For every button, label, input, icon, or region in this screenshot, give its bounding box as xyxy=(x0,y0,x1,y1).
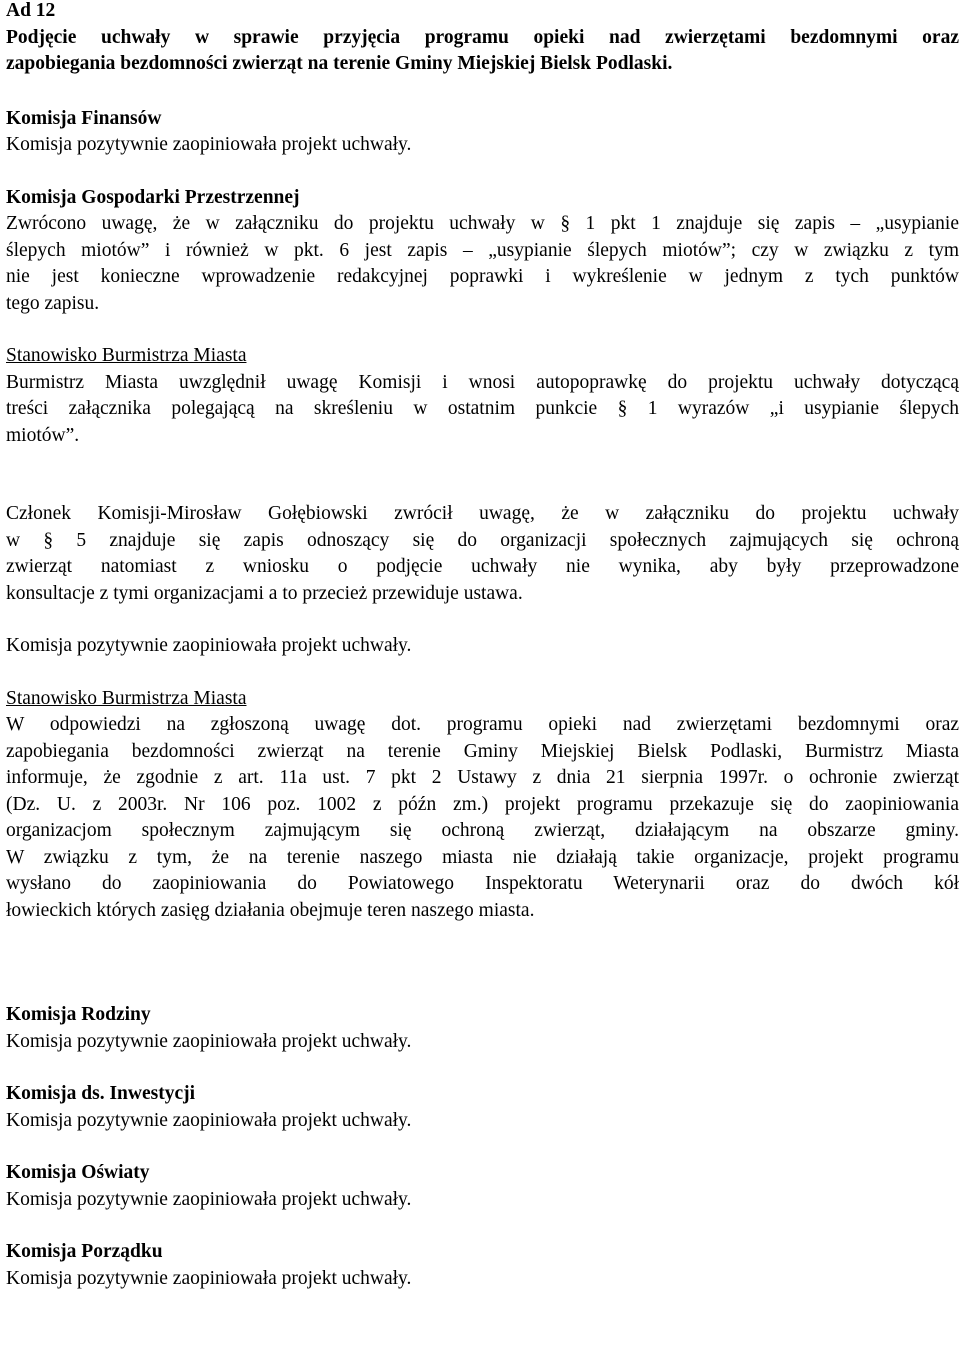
stanowisko-burmistrza-2-line-2: zapobiegania bezdomności zwierząt na terenie Gminy Miejskiej Bielsk Podlaski, Burmistrz Miasta xyxy=(6,740,959,762)
spacer xyxy=(6,159,959,185)
agenda-item-title-line-2: zapobiegania bezdomności zwierząt na terenie Gminy Miejskiej Bielsk Podlaski. xyxy=(6,53,673,74)
czlonek-komisji-line-3: zwierząt natomiast z wniosku o podjęcie uchwały nie wynika, aby były przeprowadzone xyxy=(6,556,959,577)
spacer xyxy=(6,976,959,1002)
spacer xyxy=(6,1213,959,1239)
komisja-inwestycji-heading: Komisja ds. Inwestycji xyxy=(6,1083,196,1104)
stanowisko-burmistrza-2-line-8: łowieckich których zasięg działania obejmuje teren naszego miasta. xyxy=(6,899,535,921)
spacer xyxy=(6,78,959,106)
spacer xyxy=(6,607,959,633)
komisja-gospodarki-text-line-2: ślepych miotów” i również w pkt. 6 jest zapis – „usypianie ślepych miotów”; czy w związku z tym xyxy=(6,239,959,261)
stanowisko-burmistrza-2-line-3: informuje, że zgodnie z art. 11a ust. 7 pkt 2 Ustawy z dnia 21 sierpnia 1997r. o ochronie zwierząt xyxy=(6,767,959,788)
stanowisko-burmistrza-1-line-2: treści załącznika polegającą na skreśleniu w ostatnim punkcie § 1 wyrazów „i usypianie ślepych xyxy=(6,398,959,419)
komisja-inwestycji-opinion: Komisja pozytywnie zaopiniowała projekt uchwały. xyxy=(6,1109,412,1131)
czlonek-komisji-line-1: Członek Komisji-Mirosław Gołębiowski zwrócił uwagę, że w załączniku do projektu uchwały xyxy=(6,503,959,524)
spacer xyxy=(6,449,959,475)
komisja-finansow-opinion: Komisja pozytywnie zaopiniowała projekt uchwały. xyxy=(6,134,412,155)
komisja-oswiaty-heading: Komisja Oświaty xyxy=(6,1162,150,1183)
komisja-rodziny-heading: Komisja Rodziny xyxy=(6,1004,151,1025)
document-page xyxy=(6,0,959,1292)
komisja-gospodarki-text-line-3: nie jest konieczne wprowadzenie redakcyjnej poprawki i wykreślenie w jednym z tych punktów xyxy=(6,266,959,287)
spacer xyxy=(6,1134,959,1160)
spacer xyxy=(6,317,959,343)
spacer xyxy=(6,475,959,501)
spacer xyxy=(6,950,959,976)
stanowisko-burmistrza-2-line-5: organizacjom społecznym zajmującym się ochroną zwierząt, działającym na obszarze gminy. xyxy=(6,820,959,841)
spacer xyxy=(6,660,959,686)
komisja-oswiaty-opinion: Komisja pozytywnie zaopiniowała projekt uchwały. xyxy=(6,1188,412,1210)
spacer xyxy=(6,1055,959,1081)
czlonek-komisji-opinion: Komisja pozytywnie zaopiniowała projekt uchwały. xyxy=(6,635,412,656)
komisja-gospodarki-heading: Komisja Gospodarki Przestrzennej xyxy=(6,186,300,208)
komisja-gospodarki-text-line-1: Zwrócono uwagę, że w załączniku do projektu uchwały w § 1 pkt 1 znajduje się zapis – „usypianie xyxy=(6,213,959,234)
spacer xyxy=(6,924,959,950)
komisja-gospodarki-text-line-4: tego zapisu. xyxy=(6,292,100,314)
stanowisko-burmistrza-2-line-4: (Dz. U. z 2003r. Nr 106 poz. 1002 z późn zm.) projekt programu przekazuje się do zaopiniowania xyxy=(6,793,959,815)
stanowisko-burmistrza-heading-1: Stanowisko Burmistrza Miasta xyxy=(6,345,247,366)
stanowisko-burmistrza-1-line-3: miotów”. xyxy=(6,424,80,446)
stanowisko-burmistrza-2-line-1: W odpowiedzi na zgłoszoną uwagę dot. programu opieki nad zwierzętami bezdomnymi oraz xyxy=(6,714,959,735)
komisja-rodziny-opinion: Komisja pozytywnie zaopiniowała projekt uchwały. xyxy=(6,1030,412,1052)
agenda-item-number: Ad 12 xyxy=(6,0,56,21)
stanowisko-burmistrza-1-line-1: Burmistrz Miasta uwzględnił uwagę Komisji i wnosi autopoprawkę do projektu uchwały dotyczącą xyxy=(6,371,959,393)
stanowisko-burmistrza-heading-2: Stanowisko Burmistrza Miasta xyxy=(6,687,247,709)
stanowisko-burmistrza-2-line-7: wysłano do zaopiniowania do Powiatowego Inspektoratu Weterynarii oraz do dwóch kół xyxy=(6,873,959,894)
agenda-item-title-line-1: Podjęcie uchwały w sprawie przyjęcia programu opieki nad zwierzętami bezdomnymi oraz xyxy=(6,26,959,48)
czlonek-komisji-line-4: konsultacje z tymi organizacjami a to przecież przewiduje ustawa. xyxy=(6,582,523,604)
komisja-porzadku-opinion: Komisja pozytywnie zaopiniowała projekt uchwały. xyxy=(6,1267,412,1289)
czlonek-komisji-line-2: w § 5 znajduje się zapis odnoszący się do organizacji społecznych zajmujących się ochroną xyxy=(6,529,959,551)
komisja-porzadku-heading: Komisja Porządku xyxy=(6,1241,163,1262)
komisja-finansow-heading: Komisja Finansów xyxy=(6,107,162,129)
stanowisko-burmistrza-2-line-6: W związku z tym, że na terenie naszego miasta nie działają takie organizacje, projekt programu xyxy=(6,846,959,868)
